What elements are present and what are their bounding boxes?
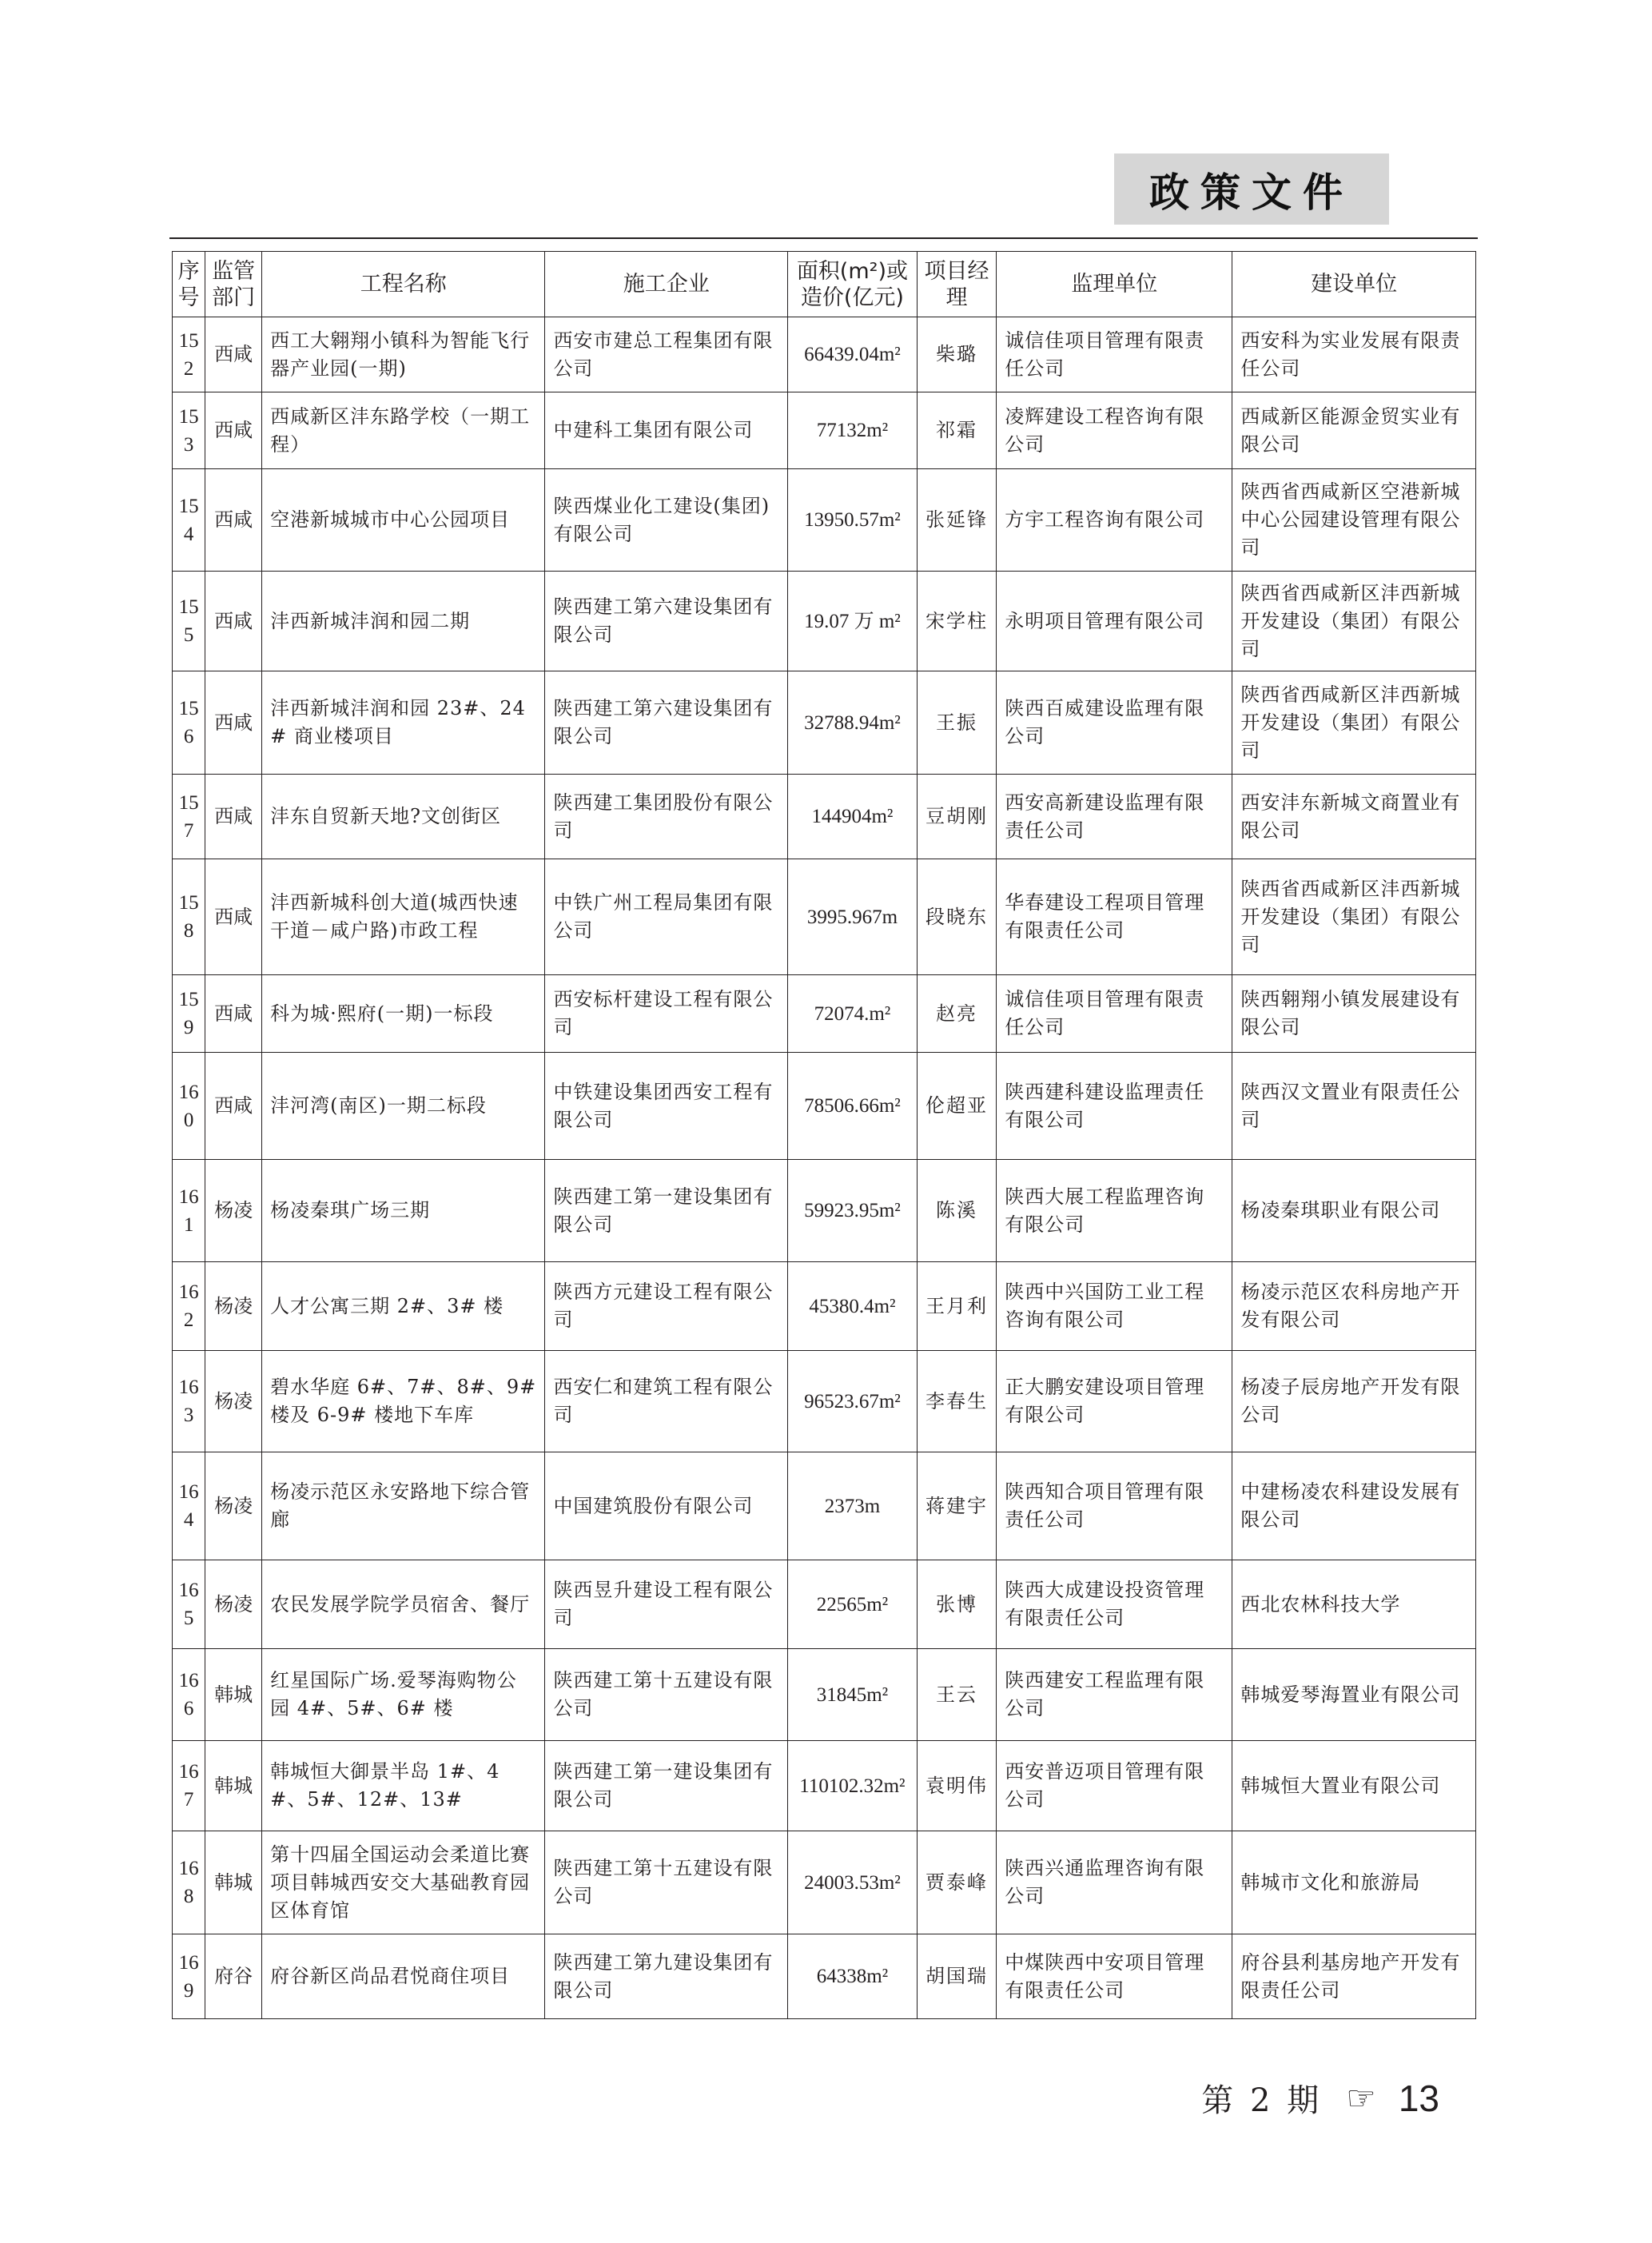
contractor-cell: 陕西建工第一建设集团有限公司 <box>545 1741 788 1831</box>
col-header-dept: 监管部门 <box>205 252 262 317</box>
contractor-cell: 陕西方元建设工程有限公司 <box>545 1262 788 1351</box>
supervision-unit-cell: 中煤陕西中安项目管理有限责任公司 <box>997 1934 1232 2019</box>
project-name-cell: 西咸新区沣东路学校（一期工程） <box>262 392 545 469</box>
contractor-cell: 陕西建工集团股份有限公司 <box>545 775 788 859</box>
page-footer <box>1201 2075 1439 2121</box>
area-or-cost-cell: 77132m² <box>788 392 918 469</box>
contractor-cell: 中铁广州工程局集团有限公司 <box>545 859 788 975</box>
supervising-dept-cell: 韩城 <box>205 1649 262 1741</box>
col-header-area: 面积(m²)或造价(亿元) <box>788 252 918 317</box>
row-number-cell: 164 <box>173 1452 205 1560</box>
supervising-dept-cell: 西咸 <box>205 671 262 775</box>
row-number-cell: 160 <box>173 1053 205 1160</box>
supervision-unit-cell: 陕西大成建设投资管理有限责任公司 <box>997 1560 1232 1649</box>
table-row <box>173 1452 1476 1560</box>
row-number-cell: 155 <box>173 572 205 671</box>
contractor-cell: 西安标杆建设工程有限公司 <box>545 975 788 1053</box>
project-name-cell: 农民发展学院学员宿舍、餐厅 <box>262 1560 545 1649</box>
supervising-dept-cell: 杨凌 <box>205 1262 262 1351</box>
contractor-cell: 中国建筑股份有限公司 <box>545 1452 788 1560</box>
row-number-cell: 154 <box>173 469 205 572</box>
table-row <box>173 775 1476 859</box>
project-manager-cell: 袁明伟 <box>917 1741 996 1831</box>
supervising-dept-cell: 西咸 <box>205 317 262 392</box>
supervision-unit-cell: 诚信佳项目管理有限责任公司 <box>997 975 1232 1053</box>
row-number-cell: 162 <box>173 1262 205 1351</box>
project-name-cell: 沣东自贸新天地?文创街区 <box>262 775 545 859</box>
supervision-unit-cell: 永明项目管理有限公司 <box>997 572 1232 671</box>
table-row <box>173 1560 1476 1649</box>
pointing-hand-icon: ☞ <box>1346 2078 1376 2118</box>
supervising-dept-cell: 西咸 <box>205 859 262 975</box>
project-name-cell: 空港新城城市中心公园项目 <box>262 469 545 572</box>
page-number: 13 <box>1398 2077 1439 2119</box>
area-or-cost-cell: 78506.66m² <box>788 1053 918 1160</box>
construction-unit-cell: 西咸新区能源金贸实业有限公司 <box>1232 392 1476 469</box>
row-number-cell: 159 <box>173 975 205 1053</box>
construction-unit-cell: 西安科为实业发展有限责任公司 <box>1232 317 1476 392</box>
area-or-cost-cell: 31845m² <box>788 1649 918 1741</box>
project-name-cell: 杨凌秦琪广场三期 <box>262 1160 545 1262</box>
contractor-cell: 陕西昱升建设工程有限公司 <box>545 1560 788 1649</box>
supervising-dept-cell: 西咸 <box>205 572 262 671</box>
supervision-unit-cell: 陕西中兴国防工业工程咨询有限公司 <box>997 1262 1232 1351</box>
row-number-cell: 153 <box>173 392 205 469</box>
table-row <box>173 317 1476 392</box>
project-manager-cell: 蒋建宇 <box>917 1452 996 1560</box>
supervising-dept-cell: 府谷 <box>205 1934 262 2019</box>
construction-unit-cell: 陕西省西咸新区沣西新城开发建设（集团）有限公司 <box>1232 671 1476 775</box>
col-header-owner: 建设单位 <box>1232 252 1476 317</box>
area-or-cost-cell: 64338m² <box>788 1934 918 2019</box>
area-or-cost-cell: 24003.53m² <box>788 1831 918 1934</box>
table-row <box>173 975 1476 1053</box>
issue-number: 第 2 期 <box>1201 2082 1323 2119</box>
contractor-cell: 中建科工集团有限公司 <box>545 392 788 469</box>
supervision-unit-cell: 西安高新建设监理有限责任公司 <box>997 775 1232 859</box>
construction-unit-cell: 西安沣东新城文商置业有限公司 <box>1232 775 1476 859</box>
area-or-cost-cell: 19.07 万 m² <box>788 572 918 671</box>
construction-unit-cell: 杨凌子辰房地产开发有限公司 <box>1232 1351 1476 1452</box>
contractor-cell: 西安仁和建筑工程有限公司 <box>545 1351 788 1452</box>
supervising-dept-cell: 杨凌 <box>205 1160 262 1262</box>
supervising-dept-cell: 杨凌 <box>205 1351 262 1452</box>
project-name-cell: 第十四届全国运动会柔道比赛项目韩城西安交大基础教育园区体育馆 <box>262 1831 545 1934</box>
table-row <box>173 1934 1476 2019</box>
header-rule <box>169 237 1478 239</box>
supervising-dept-cell: 杨凌 <box>205 1452 262 1560</box>
area-or-cost-cell: 2373m <box>788 1452 918 1560</box>
supervision-unit-cell: 诚信佳项目管理有限责任公司 <box>997 317 1232 392</box>
area-or-cost-cell: 13950.57m² <box>788 469 918 572</box>
table-row <box>173 469 1476 572</box>
project-manager-cell: 王云 <box>917 1649 996 1741</box>
contractor-cell: 陕西煤业化工建设(集团)有限公司 <box>545 469 788 572</box>
row-number-cell: 156 <box>173 671 205 775</box>
supervising-dept-cell: 西咸 <box>205 775 262 859</box>
supervision-unit-cell: 陕西兴通监理咨询有限公司 <box>997 1831 1232 1934</box>
supervision-unit-cell: 正大鹏安建设项目管理有限公司 <box>997 1351 1232 1452</box>
supervising-dept-cell: 杨凌 <box>205 1560 262 1649</box>
area-or-cost-cell: 59923.95m² <box>788 1160 918 1262</box>
contractor-cell: 陕西建工第九建设集团有限公司 <box>545 1934 788 2019</box>
construction-unit-cell: 中建杨凌农科建设发展有限公司 <box>1232 1452 1476 1560</box>
supervision-unit-cell: 陕西建科建设监理责任有限公司 <box>997 1053 1232 1160</box>
table-row <box>173 1741 1476 1831</box>
project-manager-cell: 张延锋 <box>917 469 996 572</box>
construction-unit-cell: 韩城爱琴海置业有限公司 <box>1232 1649 1476 1741</box>
table-row <box>173 1831 1476 1934</box>
contractor-cell: 陕西建工第十五建设有限公司 <box>545 1649 788 1741</box>
project-name-cell: 碧水华庭 6#、7#、8#、9# 楼及 6-9# 楼地下车库 <box>262 1351 545 1452</box>
project-name-cell: 人才公寓三期 2#、3# 楼 <box>262 1262 545 1351</box>
supervision-unit-cell: 凌辉建设工程咨询有限公司 <box>997 392 1232 469</box>
project-manager-cell: 陈溪 <box>917 1160 996 1262</box>
table-header-row <box>173 252 1476 317</box>
supervision-unit-cell: 陕西建安工程监理有限公司 <box>997 1649 1232 1741</box>
supervision-unit-cell: 陕西知合项目管理有限责任公司 <box>997 1452 1232 1560</box>
section-title: 政策文件 <box>1114 153 1389 225</box>
construction-unit-cell: 陕西省西咸新区空港新城中心公园建设管理有限公司 <box>1232 469 1476 572</box>
supervising-dept-cell: 韩城 <box>205 1741 262 1831</box>
area-or-cost-cell: 110102.32m² <box>788 1741 918 1831</box>
project-name-cell: 沣西新城沣润和园二期 <box>262 572 545 671</box>
project-name-cell: 府谷新区尚品君悦商住项目 <box>262 1934 545 2019</box>
construction-unit-cell: 陕西省西咸新区沣西新城开发建设（集团）有限公司 <box>1232 859 1476 975</box>
table-row <box>173 1649 1476 1741</box>
table-row <box>173 1160 1476 1262</box>
project-manager-cell: 段晓东 <box>917 859 996 975</box>
supervising-dept-cell: 西咸 <box>205 392 262 469</box>
construction-unit-cell: 陕西省西咸新区沣西新城开发建设（集团）有限公司 <box>1232 572 1476 671</box>
construction-unit-cell: 陕西汉文置业有限责任公司 <box>1232 1053 1476 1160</box>
area-or-cost-cell: 45380.4m² <box>788 1262 918 1351</box>
supervising-dept-cell: 西咸 <box>205 469 262 572</box>
col-header-manager: 项目经理 <box>917 252 996 317</box>
area-or-cost-cell: 3995.967m <box>788 859 918 975</box>
supervising-dept-cell: 西咸 <box>205 975 262 1053</box>
construction-unit-cell: 西北农林科技大学 <box>1232 1560 1476 1649</box>
project-name-cell: 西工大翱翔小镇科为智能飞行器产业园(一期) <box>262 317 545 392</box>
row-number-cell: 157 <box>173 775 205 859</box>
construction-unit-cell: 韩城恒大置业有限公司 <box>1232 1741 1476 1831</box>
contractor-cell: 中铁建设集团西安工程有限公司 <box>545 1053 788 1160</box>
row-number-cell: 169 <box>173 1934 205 2019</box>
contractor-cell: 陕西建工第十五建设有限公司 <box>545 1831 788 1934</box>
table-row <box>173 572 1476 671</box>
contractor-cell: 陕西建工第六建设集团有限公司 <box>545 572 788 671</box>
project-name-cell: 韩城恒大御景半岛 1#、4#、5#、12#、13# <box>262 1741 545 1831</box>
project-manager-cell: 胡国瑞 <box>917 1934 996 2019</box>
project-manager-cell: 宋学柱 <box>917 572 996 671</box>
project-manager-cell: 祁霜 <box>917 392 996 469</box>
row-number-cell: 163 <box>173 1351 205 1452</box>
project-manager-cell: 王振 <box>917 671 996 775</box>
supervising-dept-cell: 韩城 <box>205 1831 262 1934</box>
row-number-cell: 158 <box>173 859 205 975</box>
project-manager-cell: 柴璐 <box>917 317 996 392</box>
construction-unit-cell: 杨凌秦琪职业有限公司 <box>1232 1160 1476 1262</box>
supervision-unit-cell: 方宇工程咨询有限公司 <box>997 469 1232 572</box>
row-number-cell: 152 <box>173 317 205 392</box>
project-name-cell: 杨凌示范区永安路地下综合管廊 <box>262 1452 545 1560</box>
project-manager-cell: 伦超亚 <box>917 1053 996 1160</box>
construction-unit-cell: 陕西翱翔小镇发展建设有限公司 <box>1232 975 1476 1053</box>
project-manager-cell: 贾泰峰 <box>917 1831 996 1934</box>
construction-unit-cell: 府谷县利基房地产开发有限责任公司 <box>1232 1934 1476 2019</box>
project-name-cell: 科为城·熙府(一期)一标段 <box>262 975 545 1053</box>
supervision-unit-cell: 华春建设工程项目管理有限责任公司 <box>997 859 1232 975</box>
row-number-cell: 168 <box>173 1831 205 1934</box>
construction-unit-cell: 杨凌示范区农科房地产开发有限公司 <box>1232 1262 1476 1351</box>
contractor-cell: 陕西建工第一建设集团有限公司 <box>545 1160 788 1262</box>
table-row <box>173 1053 1476 1160</box>
row-number-cell: 166 <box>173 1649 205 1741</box>
project-manager-cell: 张博 <box>917 1560 996 1649</box>
table-row <box>173 392 1476 469</box>
supervision-unit-cell: 西安普迈项目管理有限公司 <box>997 1741 1232 1831</box>
project-manager-cell: 赵亮 <box>917 975 996 1053</box>
supervising-dept-cell: 西咸 <box>205 1053 262 1160</box>
col-header-contractor: 施工企业 <box>545 252 788 317</box>
col-header-supervisor: 监理单位 <box>997 252 1232 317</box>
row-number-cell: 165 <box>173 1560 205 1649</box>
table-row <box>173 1262 1476 1351</box>
area-or-cost-cell: 66439.04m² <box>788 317 918 392</box>
supervision-unit-cell: 陕西大展工程监理咨询有限公司 <box>997 1160 1232 1262</box>
supervision-unit-cell: 陕西百威建设监理有限公司 <box>997 671 1232 775</box>
table-row <box>173 1351 1476 1452</box>
construction-unit-cell: 韩城市文化和旅游局 <box>1232 1831 1476 1934</box>
project-manager-cell: 王月利 <box>917 1262 996 1351</box>
project-manager-cell: 李春生 <box>917 1351 996 1452</box>
contractor-cell: 西安市建总工程集团有限公司 <box>545 317 788 392</box>
area-or-cost-cell: 144904m² <box>788 775 918 859</box>
area-or-cost-cell: 72074.m² <box>788 975 918 1053</box>
table-row <box>173 671 1476 775</box>
project-name-cell: 沣西新城科创大道(城西快速干道－咸户路)市政工程 <box>262 859 545 975</box>
table-row <box>173 859 1476 975</box>
project-name-cell: 沣河湾(南区)一期二标段 <box>262 1053 545 1160</box>
contractor-cell: 陕西建工第六建设集团有限公司 <box>545 671 788 775</box>
project-manager-cell: 豆胡刚 <box>917 775 996 859</box>
col-header-no: 序号 <box>173 252 205 317</box>
project-table <box>172 251 1476 2019</box>
row-number-cell: 161 <box>173 1160 205 1262</box>
project-name-cell: 红星国际广场.爱琴海购物公园 4#、5#、6# 楼 <box>262 1649 545 1741</box>
area-or-cost-cell: 96523.67m² <box>788 1351 918 1452</box>
area-or-cost-cell: 22565m² <box>788 1560 918 1649</box>
area-or-cost-cell: 32788.94m² <box>788 671 918 775</box>
col-header-project: 工程名称 <box>262 252 545 317</box>
row-number-cell: 167 <box>173 1741 205 1831</box>
project-name-cell: 沣西新城沣润和园 23#、24# 商业楼项目 <box>262 671 545 775</box>
